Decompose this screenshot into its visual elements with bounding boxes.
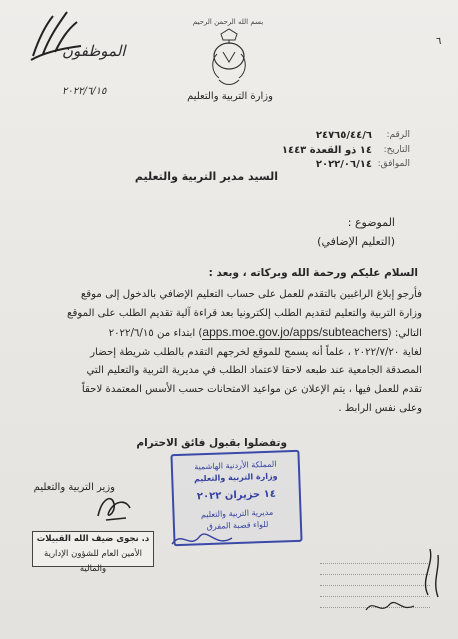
handwritten-note: الموظفون: [62, 42, 126, 60]
body-line: لغاية ٢٠٢٢/٧/٢٠ ، علماً أنه يسمح للموقع لخرجهم التقدم بالطلب شريطة إحضار: [90, 346, 422, 358]
greeting: السلام عليكم ورحمة الله وبركاته ، وبعد :: [208, 267, 418, 279]
ministry-name: وزارة التربية والتعليم: [187, 91, 273, 102]
letter-body: [30, 286, 422, 418]
hijri-date: ١٤ ذو القعدة ١٤٤٣: [281, 145, 372, 156]
minister-title: وزير التربية والتعليم: [33, 482, 115, 493]
stamp-signature-icon: [168, 524, 238, 554]
application-link[interactable]: apps.moe.gov.jo/apps/subteachers: [202, 325, 388, 340]
basmala: بسم الله الرحمن الرحيم: [192, 18, 264, 26]
gregorian-date-row: [316, 159, 410, 170]
jordan-emblem-icon: [207, 28, 251, 90]
hijri-date-label: التاريخ:: [383, 145, 410, 155]
stamp-date: ١٤ حزيران ٢٠٢٢: [196, 488, 277, 503]
body-line: فأرجو إبلاغ الراغبين بالتقدم للعمل على حساب التعليم الإضافي بالدخول إلى موقع: [80, 289, 422, 300]
reference-row: [316, 130, 410, 141]
body-line-with-link: [30, 323, 422, 344]
signature-icon: [92, 490, 136, 526]
signatory-name: د. نجوى ضيف الله القبيلات: [36, 534, 150, 544]
hijri-date-row: [282, 145, 410, 156]
body-text-fragment: ) ابتداء من ٢٠٢٢/٦/١٥: [108, 328, 203, 340]
stamp-line: للواء قصبة المفرق: [206, 519, 269, 532]
body-text-fragment: التالي: (: [387, 328, 422, 340]
reference-number: ٢٤٧٦٥/٤٤/٦: [315, 130, 372, 141]
page-mark: ٦: [436, 36, 442, 47]
handwritten-mark-icon: [360, 594, 420, 618]
subject-value: (التعليم الإضافي): [317, 235, 395, 248]
gregorian-date-label: الموافق:: [377, 159, 410, 169]
body-line: وزارة التربية والتعليم لتقديم الطلب إلكترونيا بعد قراءة آلية تقديم الطلب على الموقع: [67, 307, 422, 319]
stamp-line: مديرية التربية والتعليم: [200, 507, 274, 520]
handwritten-date: ٢٠٢٢/٦/١٥: [62, 86, 107, 97]
subject-label: الموضوع :: [347, 216, 395, 229]
stamp-line: وزارة التربية والتعليم: [193, 471, 278, 484]
signatory-position: الأمين العام للشؤون الإدارية والمالية: [44, 549, 142, 574]
gregorian-date: ٢٠٢٢/٠٦/١٤: [315, 159, 372, 170]
body-line: المصدقة الجامعية عند طبعه لاحقا لاعتماد الطلب في مديرية التربية والتعليم التي: [86, 365, 422, 377]
body-line: وعلى نفس الرابط .: [338, 402, 422, 414]
stamp-line: المملكة الأردنية الهاشمية: [194, 459, 277, 472]
recipient: السيد مدير التربية والتعليم: [134, 170, 278, 183]
reference-label: الرقم:: [386, 130, 410, 140]
signatory-box: [32, 531, 154, 574]
body-line: تقدم للعمل فيها ، يتم الإعلان عن مواعيد الامتحانات حسب الأسس المعتمدة لاحقاً: [81, 383, 422, 395]
closing: وتفضلوا بقبول فائق الاحترام: [136, 437, 287, 449]
